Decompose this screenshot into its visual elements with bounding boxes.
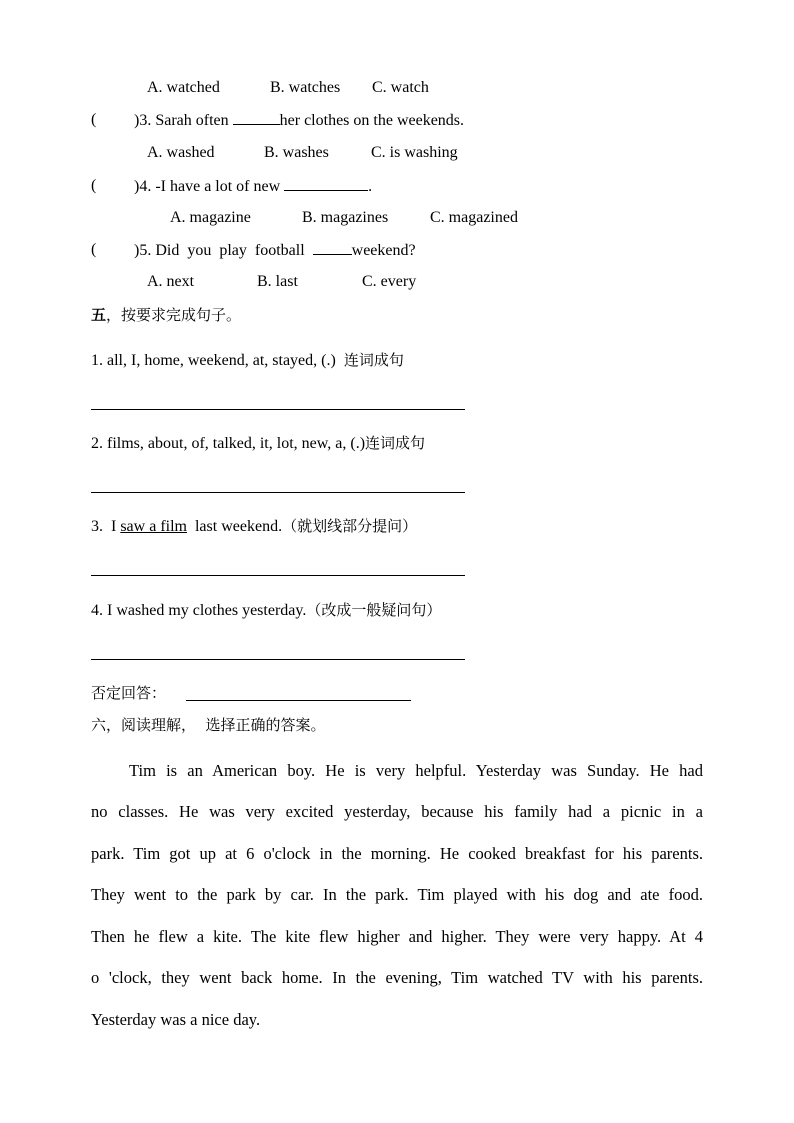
s5-item-2-instruction: 连词成句: [365, 434, 426, 452]
q3-paren: (: [91, 111, 97, 128]
passage-line-3: park. Tim got up at 6 o'clock in the morning. He cooked breakfast for his parents.: [91, 844, 703, 863]
q2-option-a: A. watched: [147, 79, 220, 96]
s5-item-2: [91, 433, 425, 454]
passage-line-2: no classes. He was very excited yesterday, because his family had a picnic in a: [91, 802, 703, 821]
passage-line-1: Tim is an American boy. He is very helpful. Yesterday was Sunday. He had: [129, 761, 703, 780]
q5-option-c: C. every: [362, 273, 417, 290]
q5-text: )5. Did you play football: [134, 242, 305, 259]
q3-option-a: A. washed: [147, 144, 215, 161]
s5-item-1-answer-line[interactable]: [91, 409, 465, 410]
q5-option-b: B. last: [257, 273, 298, 290]
q3-option-c: C. is washing: [371, 144, 458, 161]
q3-option-b: B. washes: [264, 144, 329, 161]
s5-item-3-instruction: （就划线部分提问）: [282, 517, 418, 535]
q5-paren: (: [91, 241, 97, 258]
passage-line-4: They went to the park by car. In the park. Tim played with his dog and ate food.: [91, 885, 703, 904]
passage-line-7: Yesterday was a nice day.: [91, 1010, 261, 1029]
negative-answer-label: 否定回答：: [91, 684, 167, 702]
passage-line-6: o 'clock, they went back home. In the evening, Tim watched TV with his parents.: [91, 968, 703, 987]
s5-item-4-text: 4. I washed my clothes yesterday.: [91, 602, 307, 619]
s5-item-2-text: 2. films, about, of, talked, it, lot, new, a, (.): [91, 435, 366, 452]
q4-option-b: B. magazines: [302, 209, 389, 226]
q4-blank[interactable]: [284, 176, 368, 191]
q4-option-a: A. magazine: [170, 209, 251, 226]
q4-text: )4. -I have a lot of new: [134, 178, 281, 195]
s5-item-3: [91, 516, 417, 537]
s5-item-4-instruction: （改成一般疑问句）: [306, 601, 442, 619]
s5-item-1-text: 1. all, I, home, weekend, at, stayed, (.): [91, 352, 336, 369]
q5-option-a: A. next: [147, 273, 195, 290]
s5-item-1: [91, 350, 404, 371]
q2-option-c: C. watch: [372, 79, 429, 96]
passage-line-5: Then he flew a kite. The kite flew higher and higher. They were very happy. At 4: [91, 927, 703, 946]
section-5-title: ，按要求完成句子。: [106, 306, 242, 324]
s5-item-4: [91, 600, 441, 621]
q5-text-after: weekend?: [351, 242, 416, 259]
s5-item-3-post: last weekend.: [194, 518, 283, 535]
q3-blank[interactable]: [233, 110, 280, 125]
s5-item-1-instruction: 连词成句: [343, 351, 404, 369]
s5-item-3-answer-line[interactable]: [91, 575, 465, 576]
section-6-heading: 六，阅读理解， 选择正确的答案。: [91, 716, 326, 734]
q3-stem: [134, 110, 464, 131]
s5-item-3-number: 3.: [91, 518, 103, 535]
q5-blank[interactable]: [313, 240, 352, 255]
q4-stem: [134, 176, 372, 197]
s5-item-3-pre: I: [111, 518, 117, 535]
q3-text: )3. Sarah often: [134, 112, 229, 129]
s5-item-4-answer-line[interactable]: [91, 659, 465, 660]
q4-paren: (: [91, 177, 97, 194]
negative-answer-line[interactable]: [186, 700, 411, 701]
s5-item-2-answer-line[interactable]: [91, 492, 465, 493]
section-5-number: 五: [91, 306, 107, 324]
q4-option-c: C. magazined: [430, 209, 518, 226]
q5-stem: [134, 240, 416, 261]
q4-text-after: .: [368, 178, 373, 195]
s5-item-3-underlined: saw a film: [120, 518, 187, 535]
section-5-heading: [91, 305, 241, 325]
q3-text-after: her clothes on the weekends.: [279, 112, 465, 129]
q2-option-b: B. watches: [270, 79, 341, 96]
